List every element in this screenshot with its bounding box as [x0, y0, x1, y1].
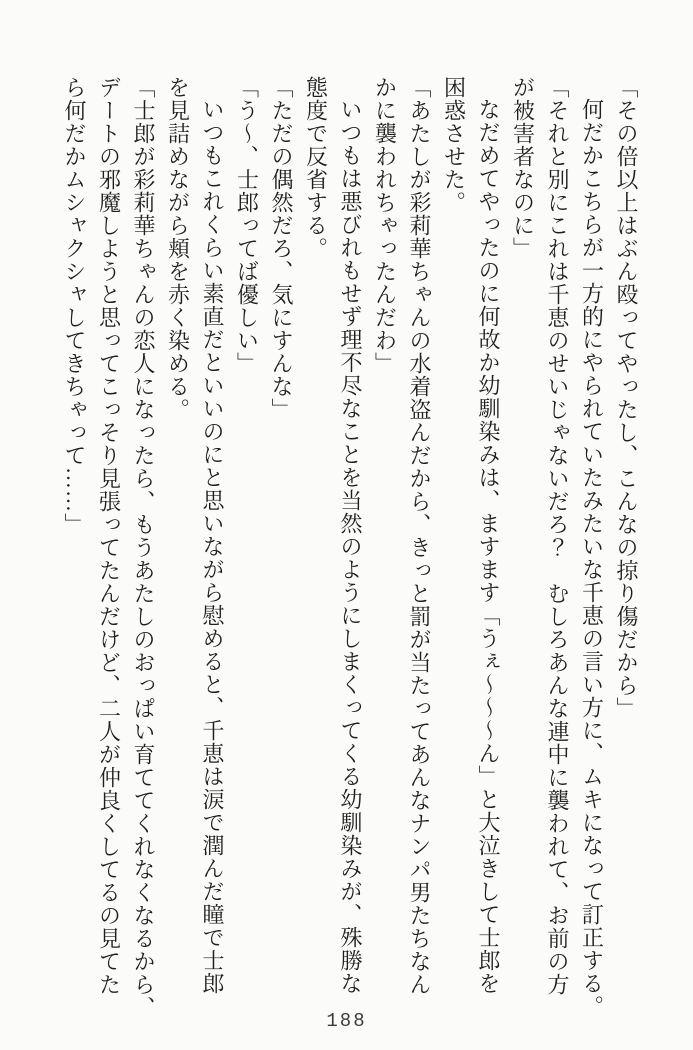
text-line: 「ただの偶然だろ、気にすんな」 [269, 76, 294, 421]
text-line: 「士郎が彩莉華ちゃんの恋人になったら、もうあたしのおっぱい育ててくれなくなるから、 [131, 76, 156, 1019]
text-line: 何だかこちらが一方的にやられていたみたいな千恵の言い方に、ムキになって訂正する。 [579, 98, 605, 1018]
text-line: ら何だかムシャクシャしてきちゃって……」 [62, 76, 87, 536]
text-line: を見詰めながら頬を赤く染める。 [165, 76, 191, 421]
page-text [57, 76, 644, 1019]
text-line: いつもは悪びれもせず理不尽なことを当然のようにしまくってくる幼馴染みが、殊勝な [338, 98, 363, 995]
text-line: 「その倍以上はぶん殴ってやったし、こんなの掠り傷だから」 [614, 76, 639, 720]
text-line: 「それと別にこれは千恵のせいじゃないだろ？ むしろあんな連中に襲われて、お前の方 [545, 76, 570, 996]
text-line: が被害者なのに」 [510, 76, 536, 260]
text-line: かに襲われちゃったんだわ」 [372, 76, 398, 375]
text-line: 「う～、士郎ってば優しい」 [234, 76, 260, 375]
text-line: デートの邪魔しようと思ってこっそり見張ってたんだけど、二人が仲良くしてるの見てた [96, 76, 122, 996]
text-line: 困惑させた。 [441, 76, 467, 214]
text-line: 態度で反省する。 [303, 76, 329, 260]
text-line: 「あたしが彩莉華ちゃんの水着盗んだから、きっと罰が当たってあんなナンパ男たちなん [407, 76, 432, 996]
text-line: いつもこれくらい素直だといいのにと思いながら慰めると、千恵は涙で潤んだ瞳で士郎 [200, 98, 225, 995]
page-number: 188 [326, 1010, 367, 1032]
text-line: なだめてやったのに何故か幼馴染みは、ますます「うぇ～～～ん」と大泣きして士郎を [476, 98, 501, 995]
